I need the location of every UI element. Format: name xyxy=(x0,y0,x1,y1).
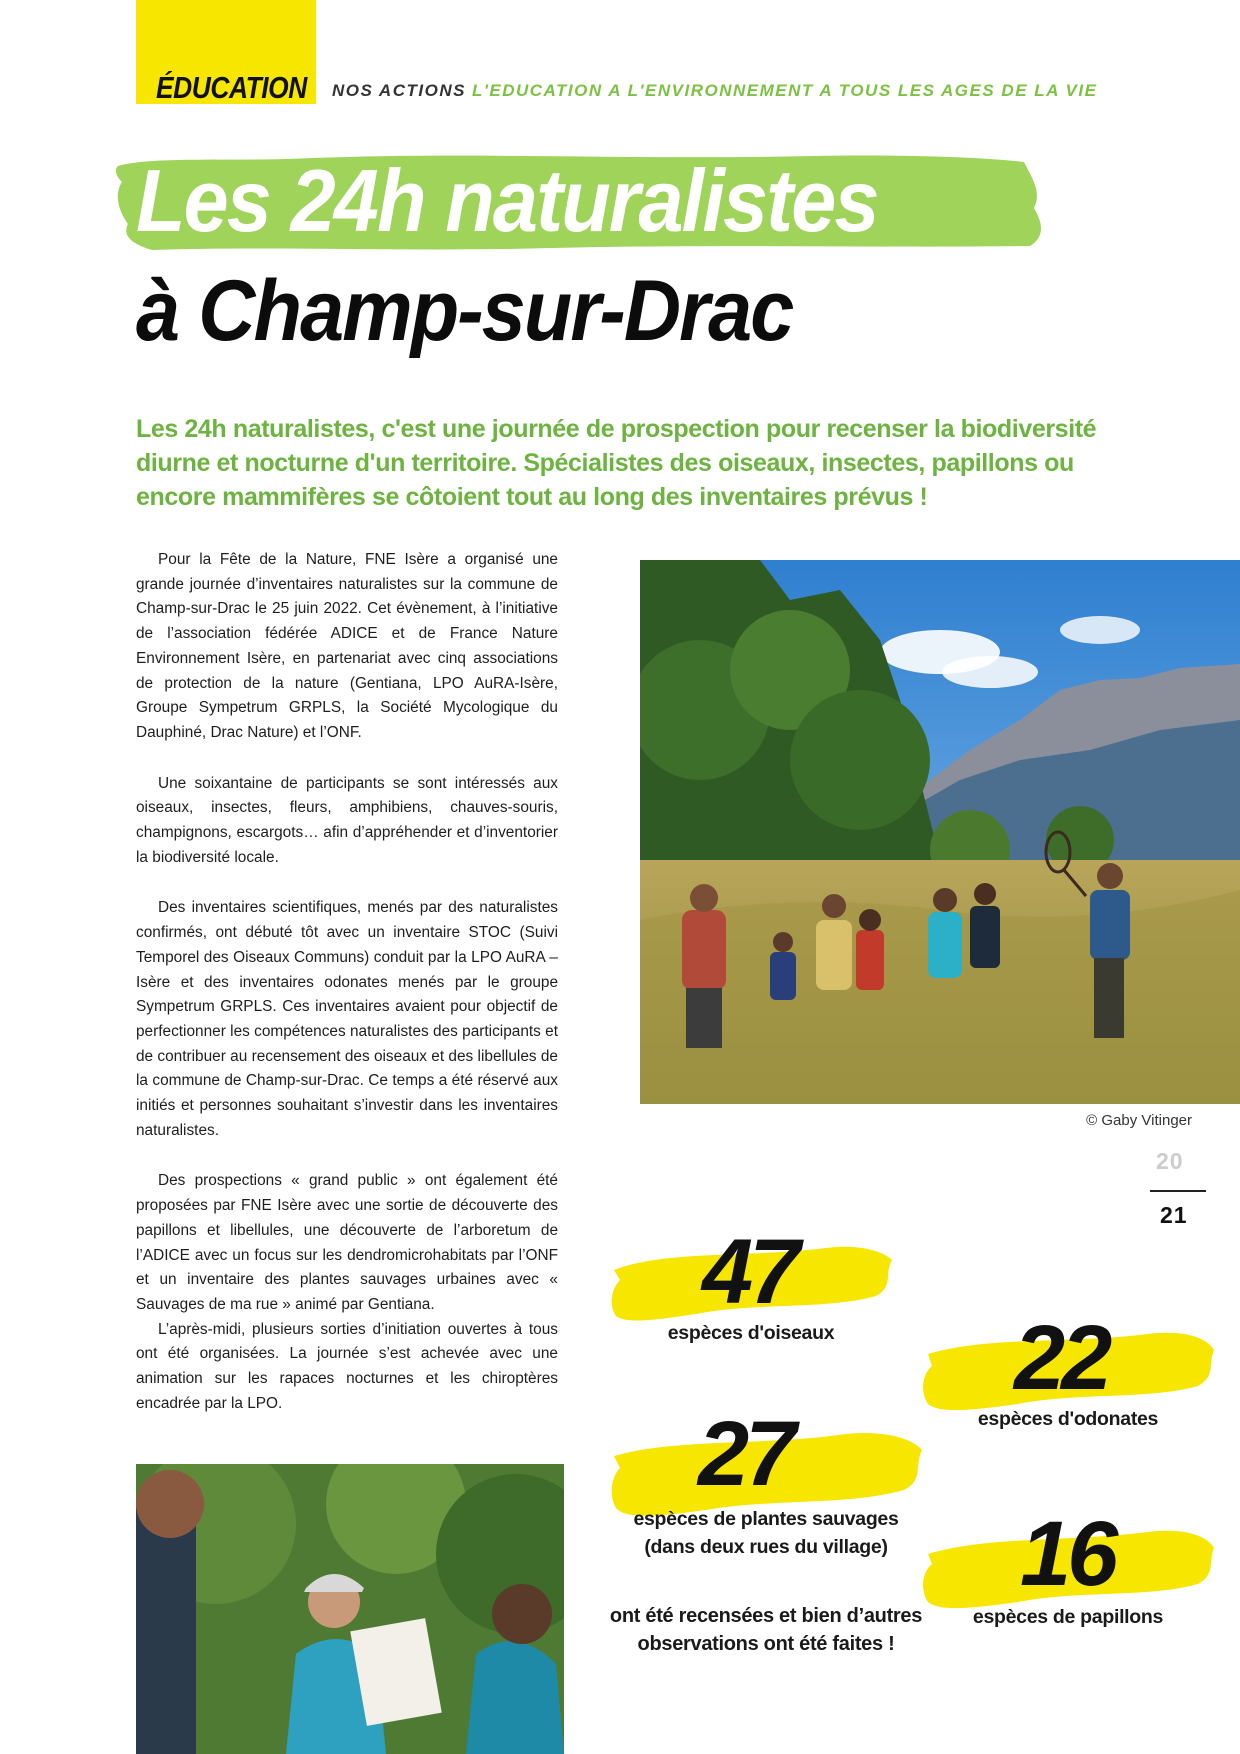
photo-credit: © Gaby Vitinger xyxy=(1086,1112,1192,1129)
page-number-divider xyxy=(1150,1190,1206,1192)
stat-dragonflies xyxy=(918,1307,1218,1442)
page-number-current: 21 xyxy=(1160,1202,1188,1228)
stat-value: 16 xyxy=(1020,1503,1115,1605)
landscape-illustration xyxy=(640,560,1240,1104)
body-paragraph: Une soixantaine de participants se sont intéressés aux oiseaux, insectes, fleurs, amphibiens, chauves-souris, champignons, escargots… afin d’appréhender et d’inventorier la biodiversité locale. xyxy=(136,774,558,866)
body-paragraph: Des inventaires scientifiques, menés par des naturalistes confirmés, ont débuté tôt avec un inventaire STOC (Suivi Temporel des Oiseaux Communs) conduit par la LPO AuRA – Isère et des inventaires odonates menés par le groupe Sympetrum GRPLS. Ces inventaires avaient pour objectif de perfectionner les compétences naturalistes des participants et de contribuer au recensement des oiseaux et des libellules de la commune de Champ-sur-Drac. Ce temps a été réservé aux initiés et personnes souhaitant s’investir dans les inventaires naturalistes. xyxy=(136,899,558,1139)
body-paragraph: Des prospections « grand public » ont également été proposées par FNE Isère avec une sortie de découverte des papillons et libellules, une découverte de l’arboretum de l’ADICE avec un focus sur les dendromicrohabitats par l’ONF et un inventaire des plantes sauvages urbaines avec « Sauvages de ma rue » animé par Gentiana. xyxy=(136,1172,558,1313)
stats-closing-note xyxy=(606,1602,926,1658)
stat-butterflies xyxy=(918,1503,1218,1638)
secondary-photo xyxy=(136,1464,564,1754)
stat-wild-plants xyxy=(606,1403,926,1572)
kicker xyxy=(332,81,1097,101)
page-number-previous: 20 xyxy=(1156,1148,1184,1174)
closing-line: observations ont été faites ! xyxy=(637,1633,895,1655)
kicker-category: NOS ACTIONS xyxy=(332,81,466,100)
body-paragraph: Pour la Fête de la Nature, FNE Isère a organisé une grande journée d’inventaires naturalistes sur la commune de Champ-sur-Drac le 25 juin 2022. Cet évènement, à l’initiative de l’association fédérée ADICE et de France Nature Environnement Isère, en partenariat avec cinq associations de protection de la nature (Gentiana, LPO AuRA-Isère, Groupe Sympetrum GRPLS, la Société Mycologique du Dauphiné, Drac Nature) et l’ONF. xyxy=(136,551,558,741)
title-line-1: Les 24h naturalistes xyxy=(136,151,878,250)
stat-label: espèces de plantes sauvages xyxy=(633,1508,899,1530)
stat-label: espèces de papillons xyxy=(972,1606,1164,1628)
stat-value: 27 xyxy=(698,1403,793,1505)
stat-value: 47 xyxy=(702,1221,797,1323)
kicker-topic: L'EDUCATION A L'ENVIRONNEMENT A TOUS LES AGES DE LA VIE xyxy=(471,81,1098,100)
closing-line: ont été recensées et bien d’autres xyxy=(609,1605,923,1627)
stat-label: espèces d'odonates xyxy=(977,1408,1159,1430)
stat-value: 22 xyxy=(1014,1307,1109,1409)
guide-illustration xyxy=(136,1464,564,1754)
section-label: ÉDUCATION xyxy=(156,70,307,105)
main-photo xyxy=(640,560,1240,1104)
article-body xyxy=(136,548,558,1417)
body-paragraph: L’après-midi, plusieurs sorties d’initiation ouvertes à tous ont été organisées. La journée s’est achevée avec une animation sur les rapaces nocturnes et les chiroptères encadrée par la LPO. xyxy=(136,1320,558,1412)
stat-label: espèces d'oiseaux xyxy=(667,1322,835,1344)
lead-paragraph: Les 24h naturalistes, c'est une journée de prospection pour recenser la biodiversité diurne et nocturne d'un territoire. Spécialistes des oiseaux, insectes, papillons ou encore mammifères se côtoient tout au long des inventaires prévus ! xyxy=(136,415,1097,511)
title-line-2: à Champ-sur-Drac xyxy=(136,263,793,359)
stat-birds xyxy=(606,1221,896,1352)
stat-label-detail: (dans deux rues du village) xyxy=(644,1536,888,1558)
